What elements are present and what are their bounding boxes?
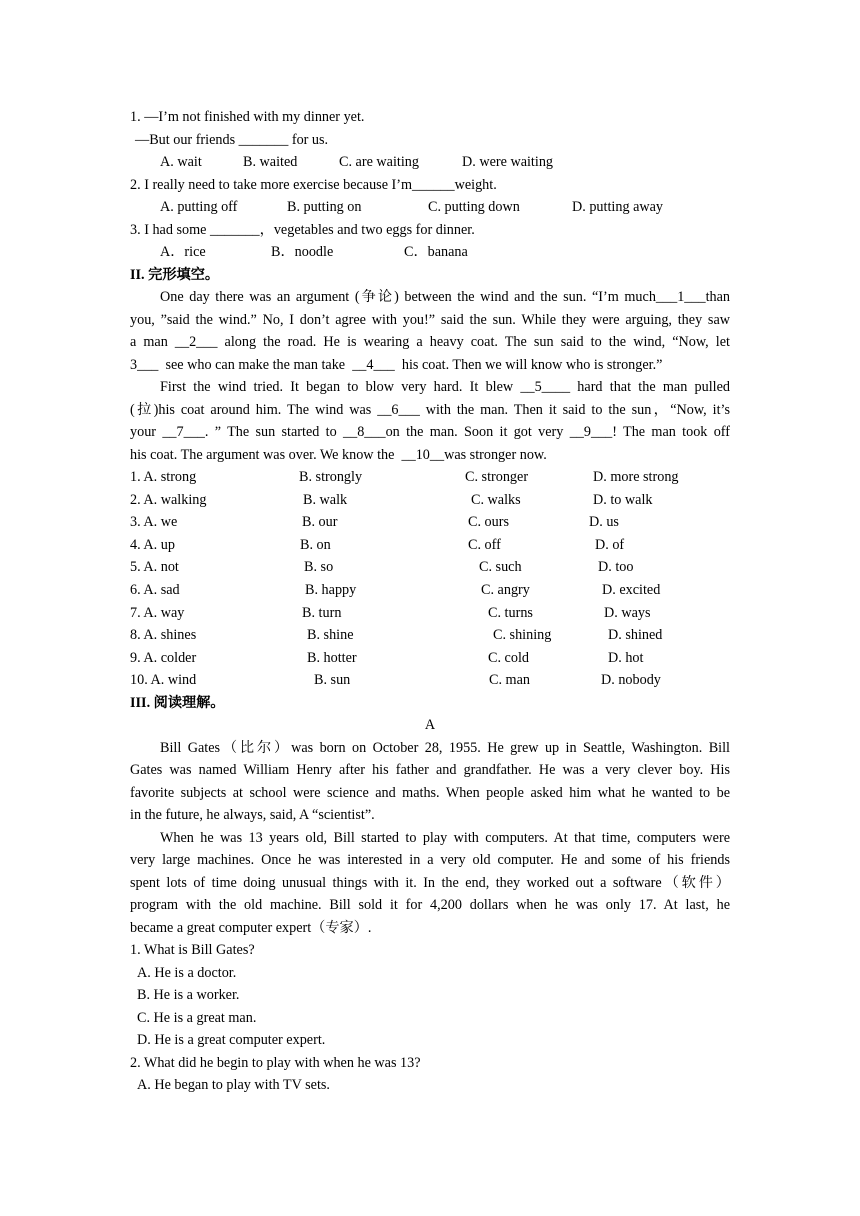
reading-question-2: 2. What did he begin to play with when he was 13?	[130, 1055, 421, 1071]
cloze-line: One day there was an argument (争论) between the wind and the sun. “I’m much___1___than	[160, 289, 730, 305]
passage-line: spent lots of time doing unusual things with it. In the end, they worked out a software（软件）	[130, 875, 730, 891]
passage-line: When he was 13 years old, Bill started to play with computers. At that time, computers were	[160, 830, 730, 846]
option: B. shine	[307, 627, 354, 643]
option: C. are waiting	[339, 154, 419, 170]
option: D. He is a great computer expert.	[137, 1032, 326, 1048]
question-1-line-2: —But our friends _______ for us.	[135, 132, 329, 148]
option: D. more strong	[593, 469, 679, 485]
option: C. stronger	[465, 469, 529, 485]
passage-line: program with the old machine. Bill sold it for 4,200 dollars when he was only 17. At last, he	[130, 897, 730, 913]
option: C. such	[479, 559, 522, 575]
option: D. shined	[608, 627, 663, 643]
cloze-line: First the wind tried. It began to blow very hard. It blew __5____ hard that the man pulled	[160, 379, 730, 395]
option: A. He is a doctor.	[137, 965, 237, 981]
option: C．banana	[404, 244, 468, 260]
passage-line: in the future, he always, said, A “scientist”.	[130, 807, 375, 823]
option: 4. A. up	[130, 537, 175, 553]
cloze-line: (拉)his coat around him. The wind was __6___ with the man. Then it said to the sun，“Now, it’s	[130, 402, 730, 418]
option: B. turn	[302, 605, 342, 621]
option: C. ours	[468, 514, 509, 530]
option: A．rice	[160, 244, 206, 260]
option: B. strongly	[299, 469, 363, 485]
cloze-line: your __7___. ” The sun started to __8___on the man. Soon it got very __9___! The man took off	[130, 424, 730, 440]
option: B. hotter	[307, 650, 357, 666]
option: 1. A. strong	[130, 469, 197, 485]
question-1-line-1: 1. —I’m not finished with my dinner yet.	[130, 109, 365, 125]
option: B. waited	[243, 154, 298, 170]
question-3: 3. I had some _______，vegetables and two eggs for dinner.	[130, 222, 475, 238]
section-heading-reading: III. 阅读理解。	[130, 695, 225, 711]
option: 2. A. walking	[130, 492, 207, 508]
passage-label: A	[424, 717, 436, 733]
passage-line: Bill Gates（比尔）was born on October 28, 1955. He grew up in Seattle, Washington. Bill	[160, 740, 730, 756]
option: B．noodle	[271, 244, 334, 260]
option: 9. A. colder	[130, 650, 197, 666]
option: 10. A. wind	[130, 672, 197, 688]
passage-line: very large machines. Once he was interested in a very old computer. He and some of his friends	[130, 852, 730, 868]
option: D. too	[598, 559, 634, 575]
option: C. shining	[493, 627, 552, 643]
option: D. to walk	[593, 492, 653, 508]
option: C. putting down	[428, 199, 520, 215]
option: C. man	[489, 672, 530, 688]
option: B. sun	[314, 672, 351, 688]
cloze-line: 3___ see who can make the man take __4___ his coat. Then we will know who is stronger.”	[130, 357, 663, 373]
option: B. so	[304, 559, 334, 575]
option: D. us	[589, 514, 619, 530]
cloze-line: you, ”said the wind.” No, I don’t agree with you!” said the sun. While they were arguing, they saw	[130, 312, 730, 328]
passage-line: Gates was named William Henry after his father and grandfather. He was a very clever boy. His	[130, 762, 730, 778]
option: D. were waiting	[462, 154, 554, 170]
option: D. ways	[604, 605, 651, 621]
option: C. angry	[481, 582, 530, 598]
option: D. nobody	[601, 672, 661, 688]
cloze-line: his coat. The argument was over. We know the __10__was stronger now.	[130, 447, 547, 463]
option: 8. A. shines	[130, 627, 197, 643]
passage-line: became a great computer expert（专家）.	[130, 920, 372, 936]
option: D. of	[595, 537, 625, 553]
cloze-line: a man __2___ along the road. He is wearing a heavy coat. The sun said to the wind, “Now, let	[130, 334, 730, 350]
option: C. off	[468, 537, 501, 553]
option: C. turns	[488, 605, 533, 621]
option: B. happy	[305, 582, 357, 598]
option: 7. A. way	[130, 605, 185, 621]
reading-question-1: 1. What is Bill Gates?	[130, 942, 255, 958]
option: 5. A. not	[130, 559, 179, 575]
option: B. putting on	[287, 199, 362, 215]
passage-line: favorite subjects at school were science and maths. When people asked him what he wanted to be	[130, 785, 730, 801]
option: A. wait	[160, 154, 202, 170]
option: C. walks	[471, 492, 521, 508]
option: B. walk	[303, 492, 348, 508]
option: 6. A. sad	[130, 582, 180, 598]
question-2: 2. I really need to take more exercise because I’m______weight.	[130, 177, 497, 193]
option: B. He is a worker.	[137, 987, 240, 1003]
option: A. putting off	[160, 199, 238, 215]
option: D. hot	[608, 650, 644, 666]
option: 3. A. we	[130, 514, 178, 530]
option: C. He is a great man.	[137, 1010, 257, 1026]
option: B. on	[300, 537, 331, 553]
option: B. our	[302, 514, 338, 530]
option: D. putting away	[572, 199, 664, 215]
option: D. excited	[602, 582, 661, 598]
option: C. cold	[488, 650, 529, 666]
option: A. He began to play with TV sets.	[137, 1077, 330, 1093]
section-heading-cloze: II. 完形填空。	[130, 267, 220, 283]
